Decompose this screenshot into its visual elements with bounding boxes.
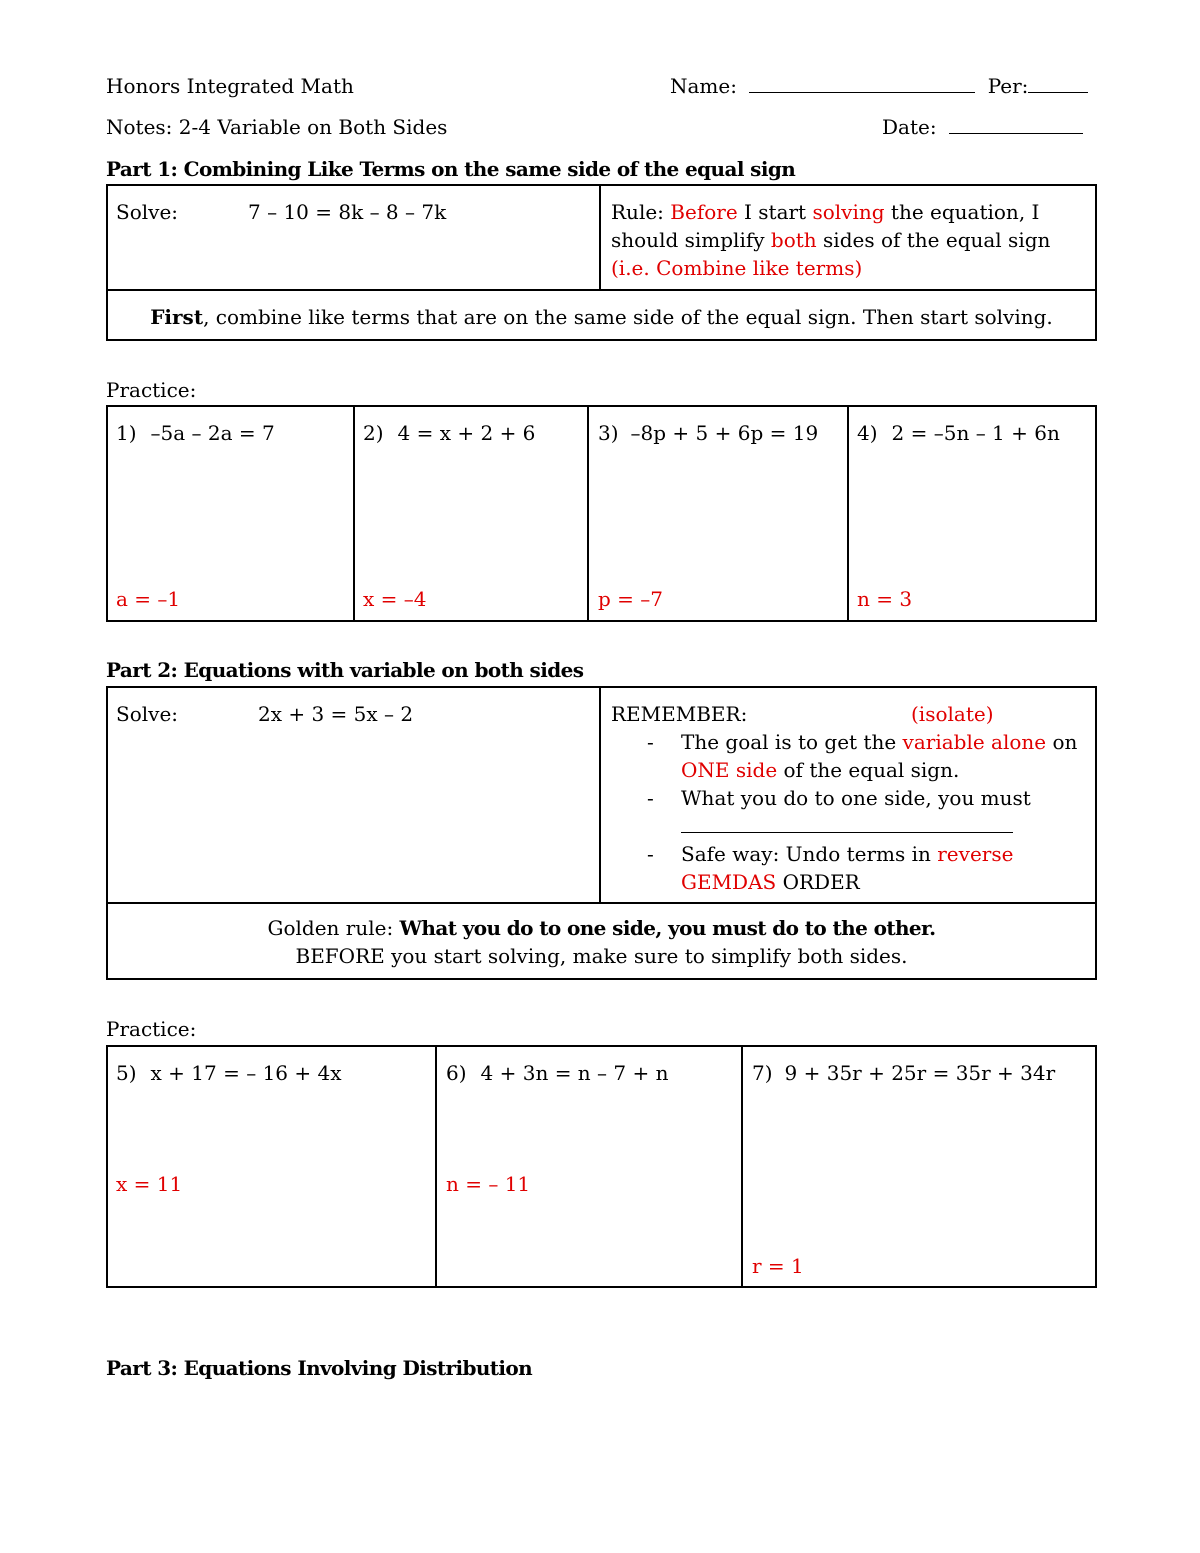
- part1-row-divider: [106, 289, 1097, 291]
- remember-item-2: - What you do to one side, you must: [611, 784, 1091, 840]
- practice1-divider-1: [353, 405, 355, 622]
- part2-row-divider: [106, 902, 1097, 904]
- remember-item-1: - The goal is to get the variable alone on ONE side of the equal sign.: [647, 730, 1078, 782]
- remember-list: [611, 728, 1091, 896]
- part3-title: Part 3: Equations Involving Distribution: [106, 1356, 533, 1380]
- item1-a: The goal is to get the: [681, 730, 903, 754]
- golden-bold: What you do to one side, you must do to the other.: [399, 916, 936, 940]
- problem-5-equation: x + 17 = – 16 + 4x: [150, 1061, 342, 1085]
- problem-2-equation: 4 = x + 2 + 6: [397, 421, 536, 445]
- problem-3-equation: –8p + 5 + 6p = 19: [630, 421, 819, 445]
- date-blank: [949, 115, 1083, 134]
- rule-line2b: sides of the equal sign: [816, 228, 1051, 252]
- problem-1-equation: –5a – 2a = 7: [150, 421, 275, 445]
- part1-solve: [116, 198, 178, 226]
- problem-6-answer: n = – 11: [446, 1172, 531, 1196]
- part1-solve-equation: 7 – 10 = 8k – 8 – 7k: [248, 200, 447, 224]
- golden-rule-row: [106, 914, 1097, 970]
- problem-2-answer: x = –4: [363, 587, 427, 611]
- part1-title: Part 1: Combining Like Terms on the same side of the equal sign: [106, 157, 796, 181]
- rule-both: both: [770, 228, 817, 252]
- practice1-divider-3: [847, 405, 849, 622]
- item3-a: Safe way: Undo terms in: [681, 842, 938, 866]
- before-line: BEFORE you start solving, make sure to simplify both sides.: [295, 944, 908, 968]
- rule-mid2: the equation, I: [884, 200, 1040, 224]
- item1-c: of the equal sign.: [777, 758, 960, 782]
- rule-before: Before: [670, 200, 738, 224]
- course-title: Honors Integrated Math: [106, 74, 354, 98]
- problem-7: [752, 1059, 1055, 1087]
- item1-red1: variable alone: [902, 730, 1047, 754]
- item3-b: ORDER: [776, 870, 860, 894]
- part2-solve-equation: 2x + 3 = 5x – 2: [258, 702, 414, 726]
- problem-2: [363, 419, 535, 447]
- item1-b: on: [1046, 730, 1078, 754]
- problem-3-answer: p = –7: [598, 587, 663, 611]
- golden-prefix: Golden rule:: [267, 916, 400, 940]
- item3-red2: GEMDAS: [681, 870, 777, 894]
- part1-rule-line1: [611, 198, 1039, 226]
- remember-item-3: - Safe way: Undo terms in reverse GEMDAS ORDER: [647, 842, 1014, 894]
- name-field: [670, 74, 1088, 98]
- problem-4-equation: 2 = –5n – 1 + 6n: [891, 421, 1060, 445]
- notes-title: Notes: 2-4 Variable on Both Sides: [106, 115, 448, 139]
- item1-red2: ONE side: [681, 758, 778, 782]
- practice2-divider-1: [435, 1045, 437, 1288]
- rule-solving: solving: [812, 200, 885, 224]
- per-blank: [1028, 74, 1088, 93]
- rule-line2a: should simplify: [611, 228, 771, 252]
- problem-5: [116, 1059, 342, 1087]
- problem-4-number: 4): [857, 421, 878, 445]
- name-label: Name:: [670, 74, 737, 98]
- problem-7-number: 7): [752, 1061, 773, 1085]
- golden-rule-line: [106, 914, 1097, 942]
- practice2-label: Practice:: [106, 1017, 197, 1041]
- remember-label: REMEMBER:: [611, 702, 748, 726]
- problem-5-number: 5): [116, 1061, 137, 1085]
- problem-6: [446, 1059, 668, 1087]
- item2-blank: [681, 812, 1013, 833]
- problem-6-equation: 4 + 3n = n – 7 + n: [480, 1061, 669, 1085]
- part1-solve-label: Solve:: [116, 200, 179, 224]
- practice1-label: Practice:: [106, 378, 197, 402]
- first-rest: , combine like terms that are on the same side of the equal sign. Then start solving.: [203, 305, 1053, 329]
- problem-6-number: 6): [446, 1061, 467, 1085]
- problem-3-number: 3): [598, 421, 619, 445]
- problem-7-answer: r = 1: [752, 1254, 804, 1278]
- part1-divider: [599, 184, 601, 291]
- part2-divider: [599, 686, 601, 904]
- part1-rule-line2: [611, 226, 1050, 254]
- problem-4: [857, 419, 1060, 447]
- item2-a: What you do to one side, you must: [681, 786, 1031, 810]
- problem-3: [598, 419, 818, 447]
- problem-1-number: 1): [116, 421, 137, 445]
- problem-5-answer: x = 11: [116, 1172, 183, 1196]
- first-bold: First: [150, 305, 204, 329]
- part1-rule-line3: (i.e. Combine like terms): [611, 256, 863, 280]
- date-field: [882, 115, 1083, 139]
- problem-7-equation: 9 + 35r + 25r = 35r + 34r: [784, 1061, 1056, 1085]
- name-blank: [749, 74, 975, 93]
- per-label: Per:: [987, 74, 1029, 98]
- isolate-note: (isolate): [911, 702, 994, 726]
- part2-solve-label: Solve:: [116, 702, 179, 726]
- practice2-divider-2: [741, 1045, 743, 1288]
- rule-mid1: I start: [737, 200, 813, 224]
- item3-red1: reverse: [937, 842, 1014, 866]
- rule-prefix: Rule:: [611, 200, 671, 224]
- problem-1-answer: a = –1: [116, 587, 181, 611]
- problem-1: [116, 419, 275, 447]
- part2-title: Part 2: Equations with variable on both sides: [106, 658, 584, 682]
- problem-4-answer: n = 3: [857, 587, 913, 611]
- part1-first-text: [106, 303, 1097, 331]
- practice1-divider-2: [587, 405, 589, 622]
- problem-2-number: 2): [363, 421, 384, 445]
- date-label: Date:: [882, 115, 937, 139]
